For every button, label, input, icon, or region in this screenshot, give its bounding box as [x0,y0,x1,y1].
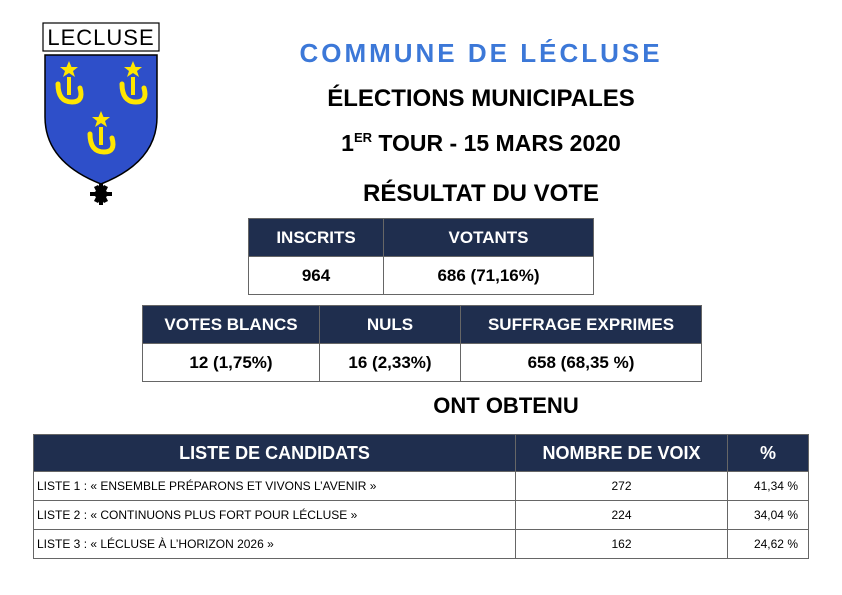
ont-obtenu-heading: ONT OBTENU [433,393,579,418]
blancs-header: VOTES BLANCS [143,306,320,344]
candidate-votes: 272 [516,472,728,501]
blancs-value: 12 (1,75%) [143,344,320,382]
tour-rest: TOUR - 15 MARS 2020 [372,130,621,156]
inscrits-header: INSCRITS [249,219,384,257]
votes-table [142,305,702,382]
nuls-header: NULS [320,306,461,344]
table-row [34,472,809,501]
inscrits-value: 964 [249,257,384,295]
voix-header: NOMBRE DE VOIX [516,435,728,472]
candidate-name: LISTE 1 : « ENSEMBLE PRÉPARONS ET VIVONS L’AVENIR » [34,472,516,501]
liste-header: LISTE DE CANDIDATS [34,435,516,472]
candidate-votes: 162 [516,530,728,559]
candidate-pct: 24,62 % [728,530,809,559]
candidate-pct: 34,04 % [728,501,809,530]
result-heading: RÉSULTAT DU VOTE [363,180,599,207]
elections-title: ÉLECTIONS MUNICIPALES [327,85,635,112]
pct-header: % [728,435,809,472]
votants-header: VOTANTS [384,219,594,257]
votants-value: 686 (71,16%) [384,257,594,295]
nuls-value: 16 (2,33%) [320,344,461,382]
candidate-name: LISTE 2 : « CONTINUONS PLUS FORT POUR LÉCLUSE » [34,501,516,530]
candidate-votes: 224 [516,501,728,530]
candidate-pct: 41,34 % [728,472,809,501]
exprimes-value: 658 (68,35 %) [461,344,702,382]
tour-number: 1 [341,130,354,156]
candidates-table [33,434,809,559]
commune-title: COMMUNE DE LÉCLUSE [299,38,663,68]
exprimes-header: SUFFRAGE EXPRIMES [461,306,702,344]
tour-date [230,130,732,157]
tour-suffix: ER [353,130,373,145]
table-row [34,501,809,530]
table-row [34,530,809,559]
candidate-name: LISTE 3 : « LÉCLUSE À L’HORIZON 2026 » [34,530,516,559]
participation-table [248,218,594,295]
commune-crest-logo [42,22,160,207]
svg-text:LECLUSE: LECLUSE [47,25,155,50]
